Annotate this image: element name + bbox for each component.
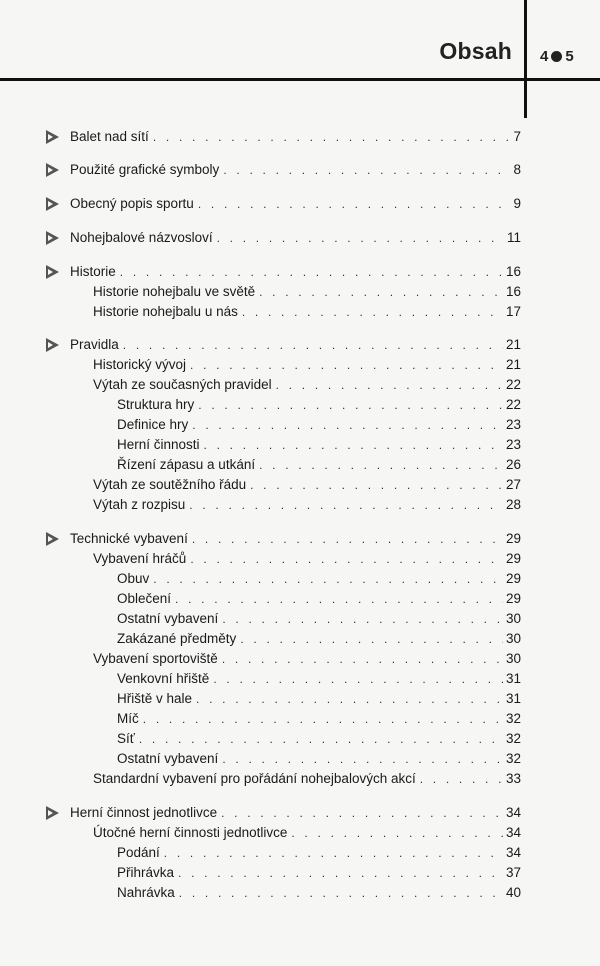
dot-leader	[242, 302, 503, 322]
toc-entry[interactable]	[93, 355, 521, 375]
toc-entry-page: 27	[505, 477, 521, 492]
toc-entry-label: Výtah ze soutěžního řádu	[93, 477, 247, 492]
section-arrow-icon	[46, 532, 59, 546]
toc-entry-label: Standardní vybavení pro pořádání nohejbalových akcí	[93, 771, 416, 786]
toc-entry-label: Ostatní vybavení	[117, 751, 219, 766]
toc-entry-label: Herní činnost jednotlivce	[70, 805, 218, 820]
toc-entry-page: 21	[505, 337, 521, 352]
toc-entry-label: Pravidla	[70, 337, 119, 352]
dot-leader	[213, 669, 503, 689]
toc-entry-label: Zakázané předměty	[117, 631, 237, 646]
toc-entry-label: Nohejbalové názvosloví	[70, 230, 213, 245]
dot-leader	[259, 282, 503, 302]
dot-leader	[291, 823, 503, 843]
toc-entry[interactable]	[93, 769, 521, 789]
toc-entry-label: Výtah z rozpisu	[93, 497, 186, 512]
toc-entry-page: 7	[513, 129, 521, 144]
dot-leader	[153, 127, 511, 147]
toc-entry[interactable]	[70, 262, 521, 282]
toc-entry[interactable]	[117, 863, 521, 883]
toc-entry-page: 17	[505, 304, 521, 319]
dot-leader	[198, 194, 511, 214]
section-arrow-icon	[46, 163, 59, 177]
dot-leader	[276, 375, 503, 395]
dot-leader	[178, 863, 503, 883]
toc-entry-label: Vybavení hráčů	[93, 551, 187, 566]
toc-entry-page: 9	[513, 196, 521, 211]
toc-entry[interactable]	[117, 729, 521, 749]
toc-entry-label: Historie nohejbalu u nás	[93, 304, 238, 319]
toc-entry[interactable]	[117, 689, 521, 709]
toc-entry-label: Síť	[117, 731, 135, 746]
dot-leader	[175, 589, 503, 609]
dot-leader	[190, 355, 503, 375]
toc-entry-label: Útočné herní činnosti jednotlivce	[93, 825, 288, 840]
toc-entry-page: 30	[505, 651, 521, 666]
toc-entry[interactable]	[70, 127, 521, 147]
section-arrow-icon	[46, 265, 59, 279]
dot-leader	[223, 160, 510, 180]
section-arrow-icon	[46, 338, 59, 352]
ball-icon	[551, 51, 562, 62]
toc-entry-page: 32	[505, 751, 521, 766]
toc-entry[interactable]	[117, 415, 521, 435]
toc-entry-label: Balet nad sítí	[70, 129, 149, 144]
toc-entry[interactable]	[70, 194, 521, 214]
dot-leader	[189, 495, 503, 515]
toc-entry-page: 29	[505, 591, 521, 606]
dot-leader	[190, 549, 503, 569]
dot-leader	[420, 769, 503, 789]
page-number-left: 4	[540, 48, 549, 65]
toc-entry-label: Definice hry	[117, 417, 189, 432]
toc-entry-page: 23	[505, 417, 521, 432]
page-number-right: 5	[565, 48, 574, 65]
toc-entry-label: Přihrávka	[117, 865, 175, 880]
toc-entry-page: 30	[505, 611, 521, 626]
toc-entry-page: 22	[505, 397, 521, 412]
dot-leader	[164, 843, 503, 863]
toc-entry-page: 29	[505, 531, 521, 546]
page-numbers	[540, 48, 574, 65]
toc-entry[interactable]	[117, 435, 521, 455]
toc-entry[interactable]	[117, 609, 521, 629]
dot-leader	[198, 395, 503, 415]
toc-entry-page: 26	[505, 457, 521, 472]
toc-entry[interactable]	[117, 843, 521, 863]
toc-entry-page: 30	[505, 631, 521, 646]
toc-entry-page: 40	[505, 885, 521, 900]
toc-entry-page: 29	[505, 551, 521, 566]
toc-entry[interactable]	[93, 823, 521, 843]
toc-entry-label: Venkovní hřiště	[117, 671, 210, 686]
dot-leader	[139, 729, 503, 749]
dot-leader	[204, 435, 503, 455]
toc-entry[interactable]	[70, 803, 521, 823]
toc-entry-label: Vybavení sportoviště	[93, 651, 218, 666]
toc-entry-label: Historie nohejbalu ve světě	[93, 284, 256, 299]
toc-entry[interactable]	[117, 709, 521, 729]
toc-entry-label: Podání	[117, 845, 160, 860]
toc-entry-label: Ostatní vybavení	[117, 611, 219, 626]
toc-entry[interactable]	[93, 282, 521, 302]
toc-entry[interactable]	[117, 749, 521, 769]
toc-entry[interactable]	[117, 569, 521, 589]
toc-entry-label: Míč	[117, 711, 139, 726]
dot-leader	[192, 529, 503, 549]
toc-entry[interactable]	[70, 529, 521, 549]
dot-leader	[222, 649, 503, 669]
toc-entry[interactable]	[93, 302, 521, 322]
toc-entry-page: 34	[505, 845, 521, 860]
toc-entry-label: Historický vývoj	[93, 357, 187, 372]
toc-entry-label: Hřiště v hale	[117, 691, 193, 706]
toc-entry-label: Oblečení	[117, 591, 172, 606]
toc-entry-page: 32	[505, 731, 521, 746]
toc-entry-page: 8	[513, 162, 521, 177]
section-arrow-icon	[46, 130, 59, 144]
toc-entry[interactable]	[117, 669, 521, 689]
section-arrow-icon	[46, 231, 59, 245]
dot-leader	[222, 609, 503, 629]
dot-leader	[123, 335, 503, 355]
dot-leader	[259, 455, 503, 475]
section-arrow-icon	[46, 197, 59, 211]
toc-entry-page: 31	[505, 691, 521, 706]
toc-entry-label: Obuv	[117, 571, 150, 586]
toc-entry-page: 16	[505, 264, 521, 279]
toc-entry-label: Struktura hry	[117, 397, 195, 412]
toc-entry[interactable]	[117, 883, 521, 903]
dot-leader	[221, 803, 503, 823]
toc-entry-label: Herní činnosti	[117, 437, 200, 452]
page-title: Obsah	[439, 38, 512, 64]
section-arrow-icon	[46, 806, 59, 820]
toc-entry-label: Historie	[70, 264, 116, 279]
toc-entry-page: 21	[505, 357, 521, 372]
toc-entry-page: 33	[505, 771, 521, 786]
toc-entry[interactable]	[70, 160, 521, 180]
toc-entry-page: 28	[505, 497, 521, 512]
toc-entry[interactable]	[70, 228, 521, 248]
toc-entry-page: 37	[505, 865, 521, 880]
toc-entry[interactable]	[70, 335, 521, 355]
toc-entry-label: Technické vybavení	[70, 531, 188, 546]
toc-entry-label: Použité grafické symboly	[70, 162, 220, 177]
dot-leader	[240, 629, 503, 649]
dot-leader	[250, 475, 503, 495]
toc-entry[interactable]	[93, 495, 521, 515]
toc-entry-page: 16	[505, 284, 521, 299]
dot-leader	[143, 709, 503, 729]
toc-entry-label: Nahrávka	[117, 885, 175, 900]
dot-leader	[153, 569, 503, 589]
toc-entry-page: 11	[506, 230, 521, 245]
dot-leader	[217, 228, 504, 248]
toc-entry-label: Řízení zápasu a utkání	[117, 457, 256, 472]
toc-entry-page: 34	[505, 825, 521, 840]
toc-entry-page: 32	[505, 711, 521, 726]
toc-entry[interactable]	[93, 475, 521, 495]
toc-entry-label: Výtah ze současných pravidel	[93, 377, 272, 392]
toc-entry-page: 31	[505, 671, 521, 686]
toc-entry[interactable]	[117, 455, 521, 475]
dot-leader	[179, 883, 503, 903]
toc-entry-page: 23	[505, 437, 521, 452]
dot-leader	[196, 689, 503, 709]
toc-entry-page: 29	[505, 571, 521, 586]
toc-entry[interactable]	[117, 589, 521, 609]
toc-entry[interactable]	[117, 395, 521, 415]
toc-entry[interactable]	[93, 549, 521, 569]
toc-entry[interactable]	[117, 629, 521, 649]
dot-leader	[222, 749, 503, 769]
toc-entry-page: 34	[505, 805, 521, 820]
dot-leader	[120, 262, 503, 282]
header-vertical-rule	[524, 0, 527, 118]
dot-leader	[192, 415, 503, 435]
toc-entry-label: Obecný popis sportu	[70, 196, 194, 211]
toc-entry-page: 22	[505, 377, 521, 392]
toc-entry[interactable]	[93, 649, 521, 669]
toc-entry[interactable]	[93, 375, 521, 395]
header-rule	[0, 78, 600, 81]
